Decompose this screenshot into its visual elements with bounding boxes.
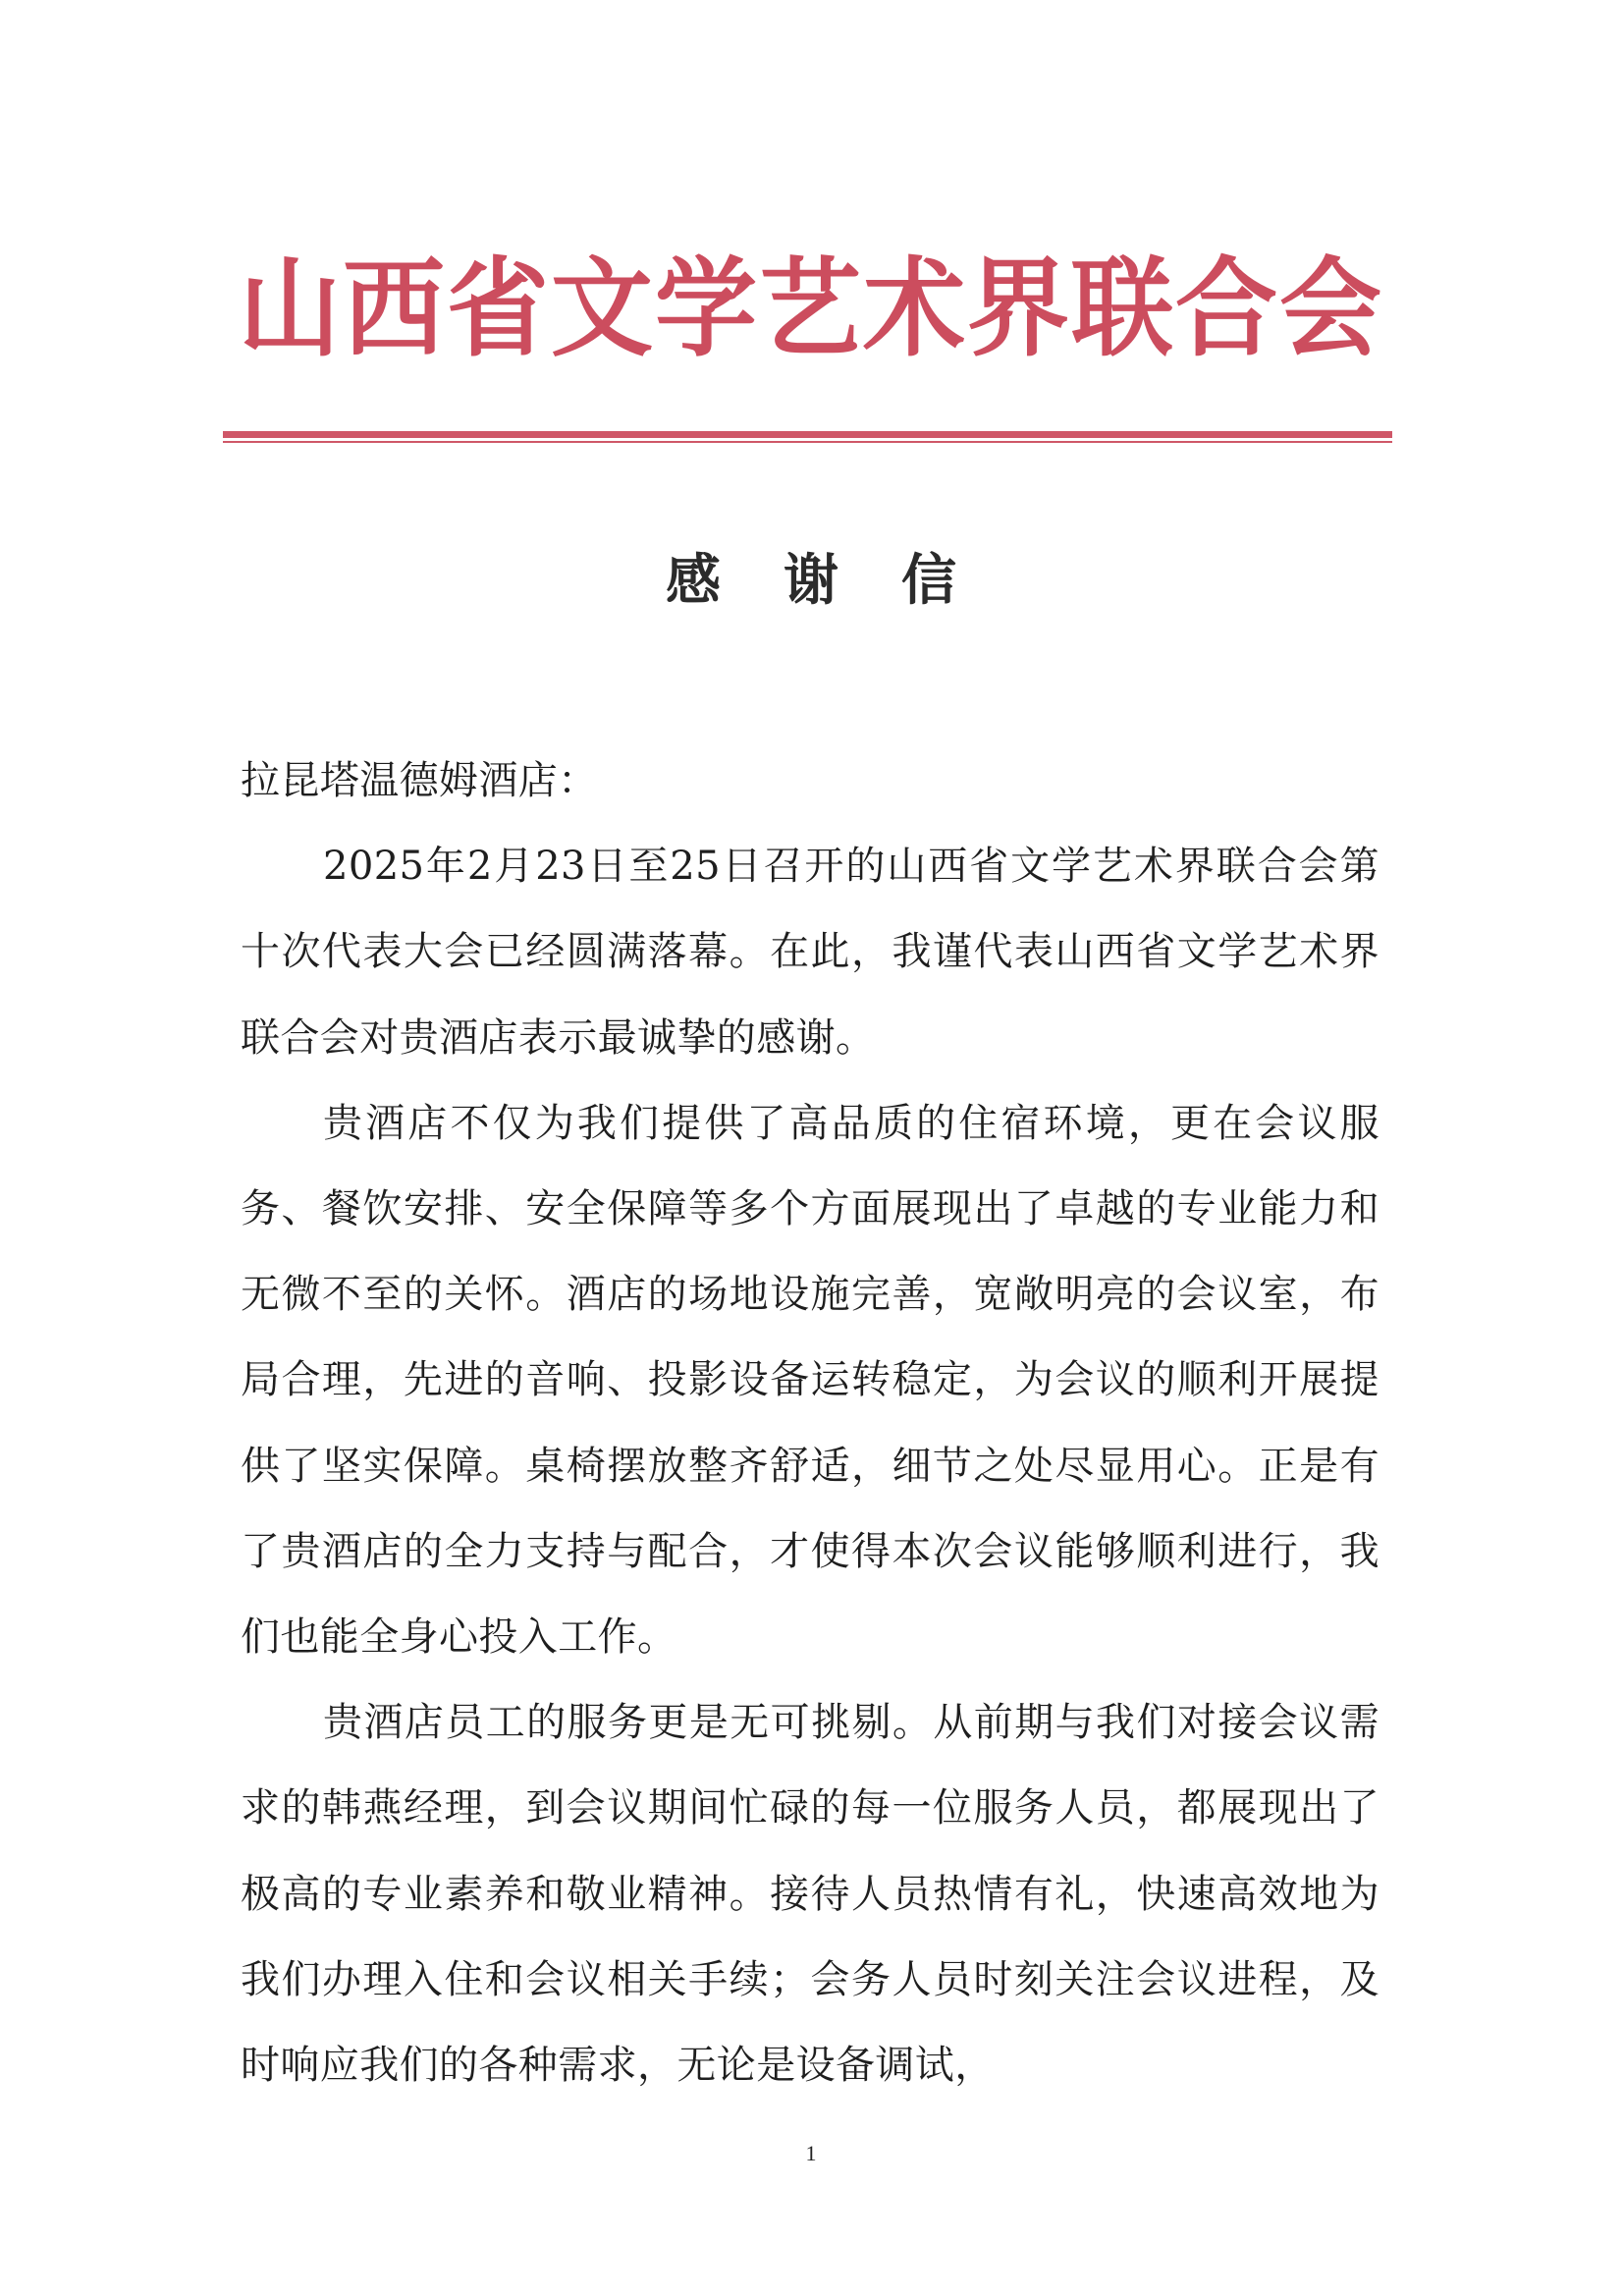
letter-body [241,738,1379,2108]
paragraph-staff-service: 贵酒店员工的服务更是无可挑剔。从前期与我们对接会议需求的韩燕经理，到会议期间忙碌的每一位服务人员，都展现出了极高的专业素养和敬业精神。接待人员热情有礼，快速高效地为我们办理入住和会议相关手续；会务人员时刻关注会议进程，及时响应我们的各种需求，无论是设备调试， [241,1700,1379,2089]
paragraph-opening: 2025年2月23日至25日召开的山西省文学艺术界联合会第十次代表大会已经圆满落幕。在此，我谨代表山西省文学艺术界联合会对贵酒店表示最诚挚的感谢。 [241,844,1379,1061]
letterhead-divider-thin [223,441,1392,443]
salutation: 拉昆塔温德姆酒店： [241,758,598,803]
letterhead-organization-name: 山西省文学艺术界联合会 [238,244,1383,372]
letterhead-divider-thick [223,431,1392,438]
page-number: 1 [805,2141,817,2165]
paragraph-facilities: 贵酒店不仅为我们提供了高品质的住宿环境，更在会议服务、餐饮安排、安全保障等多个方面展现出了卓越的专业能力和无微不至的关怀。酒店的场地设施完善，宽敞明亮的会议室，布局合理，先进的音响、投影设备运转稳定，为会议的顺利开展提供了坚实保障。桌椅摆放整齐舒适，细节之处尽显用心。正是有了贵酒店的全力支持与配合，才使得本次会议能够顺利进行，我们也能全身心投入工作。 [241,1100,1379,1661]
document-title: 感谢信 [666,548,1019,613]
